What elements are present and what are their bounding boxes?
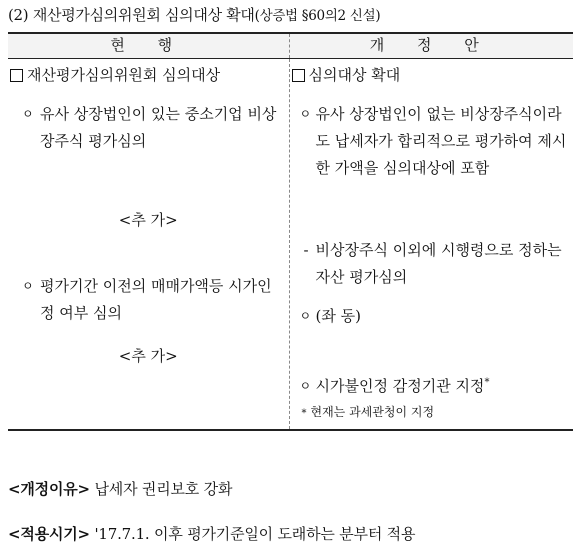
timing-line [8,523,415,544]
checkbox-icon [292,69,305,82]
footnote-star: * [484,377,490,388]
bullet-icon: ㅇ [22,279,34,293]
reason-label: <개정이유> [8,480,90,498]
bullet-icon: ㅇ [299,107,312,121]
revised-item-1 [290,101,574,237]
section-legal-basis: (상증법 §60의2 신설) [254,8,381,24]
revised-item-2 [290,237,574,303]
checkbox-label-revised: 심의대상 확대 [308,65,401,84]
revised-item-4 [290,373,574,403]
footnote [290,403,574,429]
current-item-2: <추 가> [118,211,178,229]
footnote-star-marker: * [301,408,307,419]
revised-column [289,59,573,431]
revised-item-3-text: (좌 동) [315,307,361,325]
section-title: (2) 재산평가심의위원회 심의대상 확대 [8,6,255,24]
comparison-table [8,32,573,431]
dash-icon: - [303,241,309,259]
current-item-3 [8,273,289,343]
revised-item-4-text: 시가불인정 감정기관 지정 [315,377,485,395]
current-item-1-text: 유사 상장법인이 있는 중소기업 비상장주식 평가심의 [40,105,277,150]
checkbox-label-current: 재산평가심의위원회 심의대상 [27,65,221,84]
header-current: 현 행 [8,33,289,59]
revised-item-2-text: 비상장주식 이외에 시행령으로 정하는 자산 평가심의 [315,241,562,286]
header-revised: 개 정 안 [289,33,573,59]
current-item-3-text: 평가기간 이전의 매매가액등 시가인정 여부 심의 [40,277,272,322]
checkbox-line-current [8,61,289,89]
checkbox-icon [10,69,23,82]
revised-item-1-text: 유사 상장법인이 없는 비상장주식이라도 납세자가 합리적으로 평가하여 제시한 가액을 심의대상에 포함 [315,105,567,177]
timing-label: <적용시기> [8,525,90,543]
current-item-4: <추 가> [118,347,178,365]
reason-text: 납세자 권리보호 강화 [94,480,233,498]
reason-line [8,478,232,499]
bullet-icon: ㅇ [299,379,312,393]
table-body-row [8,59,573,431]
bullet-icon: ㅇ [22,107,34,121]
table-header-row [8,33,573,59]
current-column [8,59,289,431]
section-heading [8,4,380,25]
checkbox-line-revised [290,61,574,89]
revised-item-3 [290,303,574,373]
footnote-text: 현재는 과세관청이 지정 [310,405,435,419]
bullet-icon: ㅇ [299,309,312,323]
current-item-1 [8,101,289,183]
timing-text: '17.7.1. 이후 평가기준일이 도래하는 분부터 적용 [94,525,416,543]
